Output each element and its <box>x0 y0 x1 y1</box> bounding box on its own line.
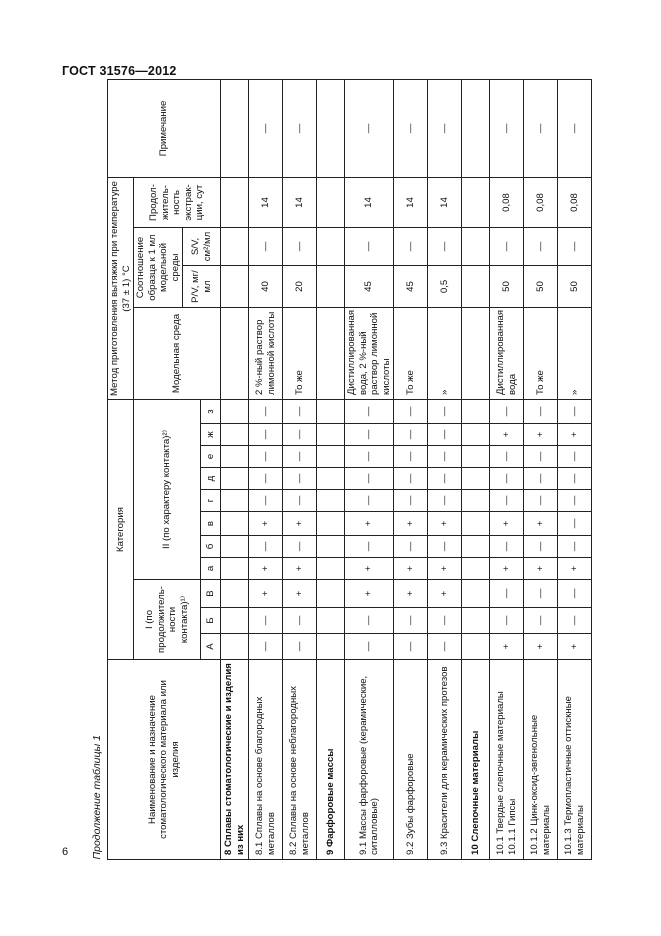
empty-cell <box>462 266 490 308</box>
category-cell: + <box>345 512 394 536</box>
empty-cell <box>317 512 345 536</box>
category-cell: — <box>249 490 283 512</box>
empty-cell <box>221 634 249 660</box>
header-cat1: I (по продолжитель-ности контакта)¹⁾ <box>134 580 201 660</box>
header-pv: P/V, мг/мл <box>183 266 221 308</box>
note-cell: — <box>249 79 283 177</box>
empty-cell <box>462 536 490 558</box>
category-cell: + <box>490 634 524 660</box>
category-cell: — <box>283 608 317 634</box>
category-cell: + <box>394 512 428 536</box>
gost-table <box>90 79 592 860</box>
empty-cell <box>462 580 490 608</box>
category-cell: — <box>345 424 394 446</box>
empty-cell <box>221 400 249 424</box>
empty-cell <box>317 424 345 446</box>
category-cell: + <box>524 424 558 446</box>
duration-cell: 14 <box>283 178 317 228</box>
category-cell: — <box>558 490 592 512</box>
note-cell: — <box>428 79 462 177</box>
empty-cell <box>221 558 249 580</box>
category-cell: — <box>558 580 592 608</box>
category-cell: — <box>249 446 283 468</box>
pv-cell: 50 <box>524 266 558 308</box>
category-cell: — <box>394 608 428 634</box>
table-row <box>558 79 592 859</box>
category-cell: — <box>345 634 394 660</box>
category-cell: + <box>249 512 283 536</box>
note-cell: — <box>345 79 394 177</box>
row-name-text: 10.1 Твердые слепочные материалы 10.1.1 Гипсы <box>495 691 518 855</box>
empty-cell <box>317 580 345 608</box>
row-name-text: 9.1 Массы фарфоровые (керамические, ситалловые) <box>357 675 380 855</box>
category-cell: — <box>524 468 558 490</box>
row-name <box>317 660 345 860</box>
category-cell: + <box>524 634 558 660</box>
header-letter-b: б <box>201 536 221 558</box>
row-name <box>221 660 249 860</box>
category-cell: + <box>558 634 592 660</box>
category-cell: — <box>490 580 524 608</box>
category-cell: — <box>428 634 462 660</box>
category-cell: — <box>249 608 283 634</box>
category-cell: — <box>428 490 462 512</box>
category-cell: + <box>345 558 394 580</box>
row-name <box>462 660 490 860</box>
empty-cell <box>462 558 490 580</box>
empty-cell <box>317 468 345 490</box>
empty-cell <box>462 79 490 177</box>
row-name-text: 9.2 Зубы фарфоровые <box>404 753 416 855</box>
row-name-text: 9.3 Красители для керамических протезов <box>438 666 450 855</box>
category-cell: + <box>558 558 592 580</box>
row-name <box>490 660 524 860</box>
category-cell: + <box>524 558 558 580</box>
row-name <box>394 660 428 860</box>
medium-cell: Дистиллированная вода <box>490 308 524 400</box>
header-sv: S/V, см²/мл <box>183 228 221 266</box>
category-cell: — <box>490 446 524 468</box>
category-cell: — <box>428 446 462 468</box>
empty-cell <box>221 266 249 308</box>
category-cell: — <box>283 490 317 512</box>
empty-cell <box>462 608 490 634</box>
row-name-text: 10 Слепочные материалы <box>469 730 481 855</box>
category-cell: — <box>428 468 462 490</box>
empty-cell <box>221 608 249 634</box>
category-cell: + <box>394 580 428 608</box>
category-cell: — <box>490 468 524 490</box>
section-heading-row <box>462 79 490 859</box>
medium-cell: То же <box>394 308 428 400</box>
category-cell: — <box>283 446 317 468</box>
category-cell: — <box>345 468 394 490</box>
header-category: Категория <box>108 400 134 660</box>
empty-cell <box>317 608 345 634</box>
category-cell: — <box>345 400 394 424</box>
category-cell: + <box>394 558 428 580</box>
pv-cell: 40 <box>249 266 283 308</box>
empty-cell <box>317 634 345 660</box>
category-cell: — <box>249 634 283 660</box>
category-cell: — <box>524 400 558 424</box>
table-body <box>221 79 592 859</box>
row-name <box>283 660 317 860</box>
empty-cell <box>221 308 249 400</box>
duration-cell: 14 <box>428 178 462 228</box>
row-name <box>428 660 462 860</box>
empty-cell <box>462 490 490 512</box>
category-cell: — <box>249 424 283 446</box>
category-cell: + <box>428 558 462 580</box>
category-cell: — <box>394 424 428 446</box>
row-name <box>345 660 394 860</box>
category-cell: — <box>394 490 428 512</box>
medium-cell: » <box>558 308 592 400</box>
header-name: Наименование и назначение стоматологического материала или изделия <box>108 660 221 860</box>
header-ratio: Соотношение образца к 1 мл модельной среды <box>134 228 183 308</box>
row-name-text: 10.1.3 Термопластичные оттискные материалы <box>563 696 586 855</box>
category-cell: + <box>490 512 524 536</box>
duration-cell: 14 <box>345 178 394 228</box>
category-cell: — <box>394 634 428 660</box>
empty-cell <box>317 308 345 400</box>
header-method: Метод приготовления вытяжки при температуре (37 ± 1) °С <box>108 178 134 400</box>
pv-cell: 0,5 <box>428 266 462 308</box>
header-letter-zh: ж <box>201 424 221 446</box>
category-cell: — <box>394 446 428 468</box>
category-cell: — <box>490 536 524 558</box>
table-row <box>345 79 394 859</box>
medium-cell: Дистиллированная вода, 2 %-ный раствор лимонной кислоты <box>345 308 394 400</box>
medium-cell: 2 %-ный раствор лимонной кислоты <box>249 308 283 400</box>
table-row <box>524 79 558 859</box>
category-cell: — <box>490 490 524 512</box>
category-cell: — <box>345 608 394 634</box>
sv-cell: — <box>394 228 428 266</box>
header-letter-v: в <box>201 512 221 536</box>
medium-cell: » <box>428 308 462 400</box>
category-cell: — <box>428 400 462 424</box>
category-cell: — <box>394 468 428 490</box>
category-cell: — <box>249 400 283 424</box>
medium-cell: То же <box>283 308 317 400</box>
row-name-text: 8 Сплавы стоматологические и изделия из них <box>223 663 246 855</box>
empty-cell <box>221 178 249 228</box>
empty-cell <box>317 536 345 558</box>
category-cell: — <box>394 400 428 424</box>
table-row <box>283 79 317 859</box>
duration-cell: 0,08 <box>558 178 592 228</box>
row-name <box>524 660 558 860</box>
page-number: 6 <box>62 846 69 858</box>
category-cell: + <box>490 424 524 446</box>
category-cell: — <box>558 468 592 490</box>
sv-cell: — <box>283 228 317 266</box>
empty-cell <box>317 400 345 424</box>
category-cell: — <box>524 580 558 608</box>
pv-cell: 50 <box>490 266 524 308</box>
empty-cell <box>462 424 490 446</box>
category-cell: + <box>249 580 283 608</box>
empty-cell <box>317 79 345 177</box>
sv-cell: — <box>345 228 394 266</box>
empty-cell <box>317 490 345 512</box>
header-cat2: II (по характеру контакта)²⁾ <box>134 400 201 580</box>
header-letter-A: А <box>201 634 221 660</box>
category-cell: — <box>524 446 558 468</box>
category-cell: — <box>345 536 394 558</box>
table-row <box>249 79 283 859</box>
section-heading-row <box>317 79 345 859</box>
pv-cell: 45 <box>394 266 428 308</box>
empty-cell <box>221 580 249 608</box>
table-row <box>428 79 462 859</box>
sv-cell: — <box>428 228 462 266</box>
empty-cell <box>221 228 249 266</box>
category-cell: + <box>283 558 317 580</box>
empty-cell <box>317 178 345 228</box>
sv-cell: — <box>249 228 283 266</box>
empty-cell <box>462 178 490 228</box>
row-name-text: 8.1 Сплавы на основе благородных металлов <box>254 696 277 855</box>
header-medium: Модельная среда <box>134 308 221 400</box>
header-letter-a: а <box>201 558 221 580</box>
empty-cell <box>317 266 345 308</box>
category-cell: — <box>283 468 317 490</box>
category-cell: — <box>345 446 394 468</box>
pv-cell: 20 <box>283 266 317 308</box>
category-cell: — <box>558 446 592 468</box>
empty-cell <box>462 400 490 424</box>
category-cell: — <box>524 608 558 634</box>
empty-cell <box>221 536 249 558</box>
medium-cell: То же <box>524 308 558 400</box>
empty-cell <box>462 308 490 400</box>
row-name <box>558 660 592 860</box>
row-name-text: 8.2 Сплавы на основе неблагородных металлов <box>288 686 311 855</box>
category-cell: — <box>558 400 592 424</box>
empty-cell <box>221 424 249 446</box>
sv-cell: — <box>524 228 558 266</box>
note-cell: — <box>394 79 428 177</box>
row-name-text: 9 Фарфоровые массы <box>324 748 336 855</box>
category-cell: — <box>249 536 283 558</box>
category-cell: — <box>524 536 558 558</box>
note-cell: — <box>490 79 524 177</box>
category-cell: + <box>283 512 317 536</box>
table-row <box>394 79 428 859</box>
header-duration: Продол-житель-ность экстрак-ции, сут <box>134 178 221 228</box>
empty-cell <box>462 512 490 536</box>
empty-cell <box>462 634 490 660</box>
table-caption: Продолжение таблицы 1 <box>90 735 103 860</box>
category-cell: — <box>283 424 317 446</box>
row-name <box>249 660 283 860</box>
category-cell: — <box>558 608 592 634</box>
duration-cell: 14 <box>249 178 283 228</box>
header-letter-e: е <box>201 446 221 468</box>
sv-cell: — <box>490 228 524 266</box>
category-cell: — <box>490 400 524 424</box>
category-cell: + <box>249 558 283 580</box>
category-cell: + <box>524 512 558 536</box>
duration-cell: 0,08 <box>524 178 558 228</box>
rotated-table-container <box>90 100 630 860</box>
header-note: Примечание <box>108 79 221 177</box>
empty-cell <box>221 446 249 468</box>
category-cell: + <box>490 558 524 580</box>
category-cell: — <box>345 490 394 512</box>
header-letter-g: г <box>201 490 221 512</box>
category-cell: — <box>428 536 462 558</box>
empty-cell <box>221 468 249 490</box>
empty-cell <box>221 79 249 177</box>
sv-cell: — <box>558 228 592 266</box>
document-header: ГОСТ 31576—2012 <box>62 64 177 78</box>
category-cell: — <box>283 634 317 660</box>
empty-cell <box>462 446 490 468</box>
duration-cell: 0,08 <box>490 178 524 228</box>
pv-cell: 45 <box>345 266 394 308</box>
category-cell: — <box>428 608 462 634</box>
table-row <box>490 79 524 859</box>
category-cell: — <box>428 424 462 446</box>
empty-cell <box>317 558 345 580</box>
category-cell: — <box>249 468 283 490</box>
pv-cell: 50 <box>558 266 592 308</box>
section-heading-row <box>221 79 249 859</box>
duration-cell: 14 <box>394 178 428 228</box>
category-cell: — <box>524 490 558 512</box>
category-cell: + <box>428 512 462 536</box>
category-cell: — <box>283 536 317 558</box>
header-letter-V: В <box>201 580 221 608</box>
category-cell: — <box>394 536 428 558</box>
category-cell: — <box>558 512 592 536</box>
category-cell: + <box>558 424 592 446</box>
category-cell: — <box>490 608 524 634</box>
note-cell: — <box>558 79 592 177</box>
empty-cell <box>462 468 490 490</box>
row-name-text: 10.1.2 Цинк-оксид-эвгенольные материалы <box>529 714 552 855</box>
note-cell: — <box>524 79 558 177</box>
category-cell: + <box>283 580 317 608</box>
empty-cell <box>462 228 490 266</box>
category-cell: + <box>428 580 462 608</box>
empty-cell <box>317 228 345 266</box>
category-cell: — <box>558 536 592 558</box>
category-cell: — <box>283 400 317 424</box>
header-letter-z: з <box>201 400 221 424</box>
empty-cell <box>221 490 249 512</box>
empty-cell <box>221 512 249 536</box>
header-letter-d: д <box>201 468 221 490</box>
note-cell: — <box>283 79 317 177</box>
header-letter-B: Б <box>201 608 221 634</box>
category-cell: + <box>345 580 394 608</box>
empty-cell <box>317 446 345 468</box>
